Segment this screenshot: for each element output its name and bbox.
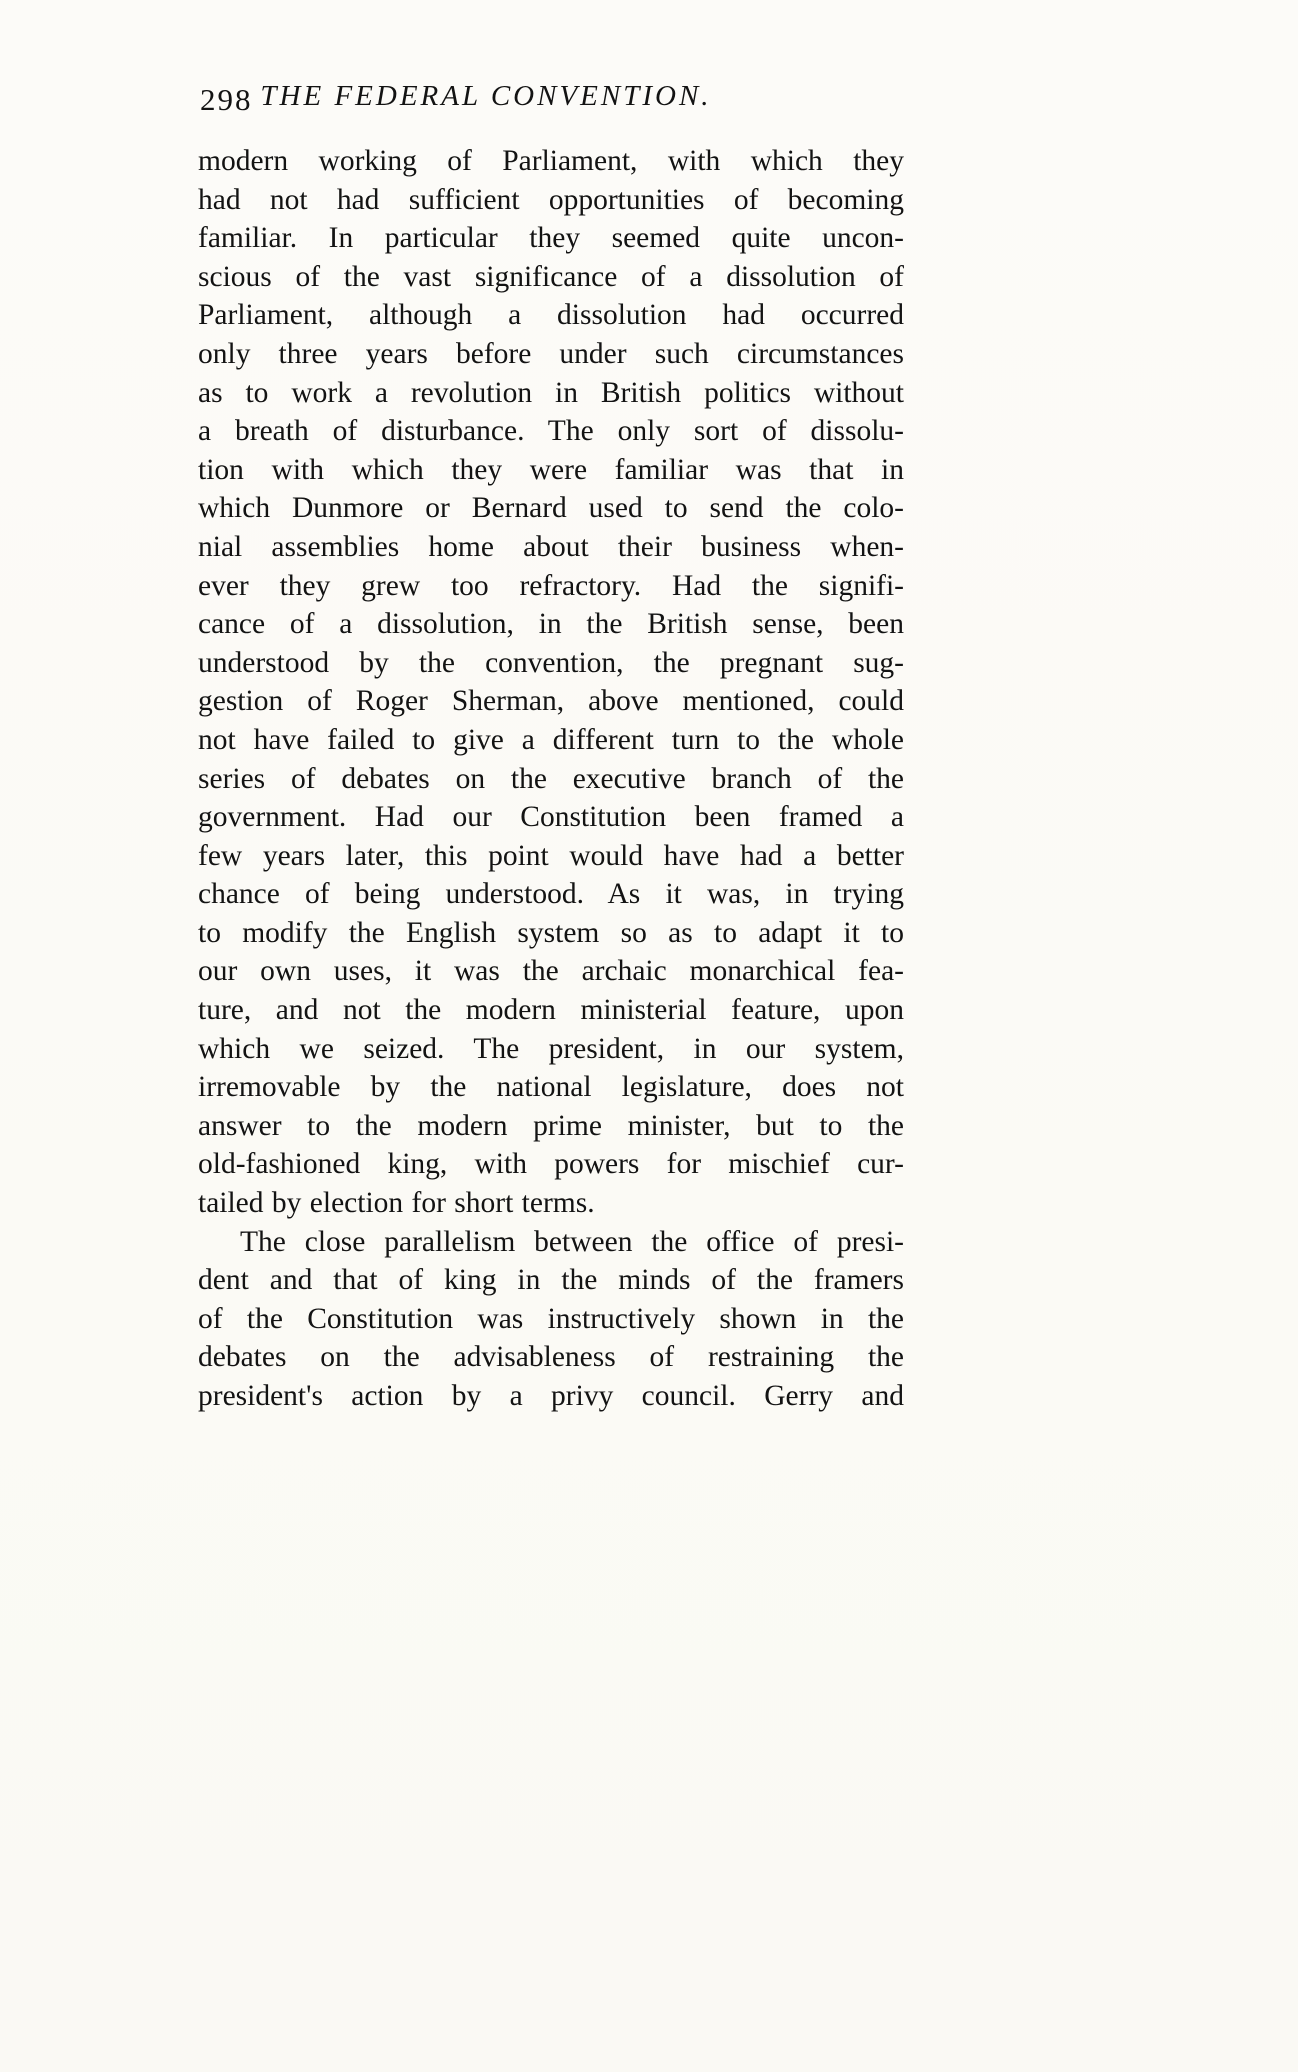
text-line: had not had sufficient opportunities of becoming [198, 183, 904, 216]
text-line: dent and that of king in the minds of the framers [198, 1264, 904, 1297]
text-line: scious of the vast significance of a dissolution of [198, 260, 904, 293]
text-line: tion with which they were familiar was that in [198, 453, 904, 486]
text-line: not have failed to give a different turn to the whole [198, 723, 904, 756]
text-line: tailed by election for short terms. [198, 1187, 595, 1220]
text-line: Parliament, although a dissolution had occurred [198, 299, 904, 332]
text-line: only three years before under such circumstances [198, 337, 904, 370]
text-line: gestion of Roger Sherman, above mentioned, could [198, 685, 904, 718]
text-line: series of debates on the executive branch of the [198, 762, 904, 795]
text-line: which we seized. The president, in our system, [198, 1032, 904, 1065]
text-line: few years later, this point would have had a better [198, 839, 904, 872]
running-head [198, 80, 904, 122]
text-line: old-fashioned king, with powers for mischief cur- [198, 1148, 904, 1181]
text-line: to modify the English system so as to adapt it to [198, 916, 904, 949]
page-number: 298 [200, 82, 253, 117]
text-line: irremovable by the national legislature, does not [198, 1071, 904, 1104]
text-line: a breath of disturbance. The only sort of dissolu- [198, 415, 904, 448]
text-line: ever they grew too refractory. Had the signifi- [198, 569, 904, 602]
text-line: of the Constitution was instructively shown in the [198, 1302, 904, 1335]
text-line: modern working of Parliament, with which they [198, 145, 904, 177]
text-line: The close parallelism between the office of presi- [240, 1225, 904, 1258]
text-line: familiar. In particular they seemed quite uncon- [198, 222, 904, 255]
text-line: our own uses, it was the archaic monarchical fea- [198, 955, 904, 988]
text-line: debates on the advisableness of restraining the [198, 1341, 904, 1374]
text-column [198, 80, 904, 1416]
text-line: ture, and not the modern ministerial feature, upon [198, 994, 904, 1027]
text-line: as to work a revolution in British politics without [198, 376, 904, 409]
text-line: chance of being understood. As it was, in trying [198, 878, 904, 911]
text-line: president's action by a privy council. Gerry and [198, 1380, 904, 1412]
text-line: which Dunmore or Bernard used to send the colo- [198, 492, 904, 525]
page-body [198, 142, 904, 1416]
text-line: understood by the convention, the pregnant sug- [198, 646, 904, 679]
chapter-running-title: THE FEDERAL CONVENTION. [260, 80, 712, 112]
text-line: government. Had our Constitution been framed a [198, 801, 904, 834]
text-line: nial assemblies home about their business when- [198, 530, 904, 563]
text-line: answer to the modern prime minister, but to the [198, 1109, 904, 1142]
text-line: cance of a dissolution, in the British sense, been [198, 608, 904, 641]
